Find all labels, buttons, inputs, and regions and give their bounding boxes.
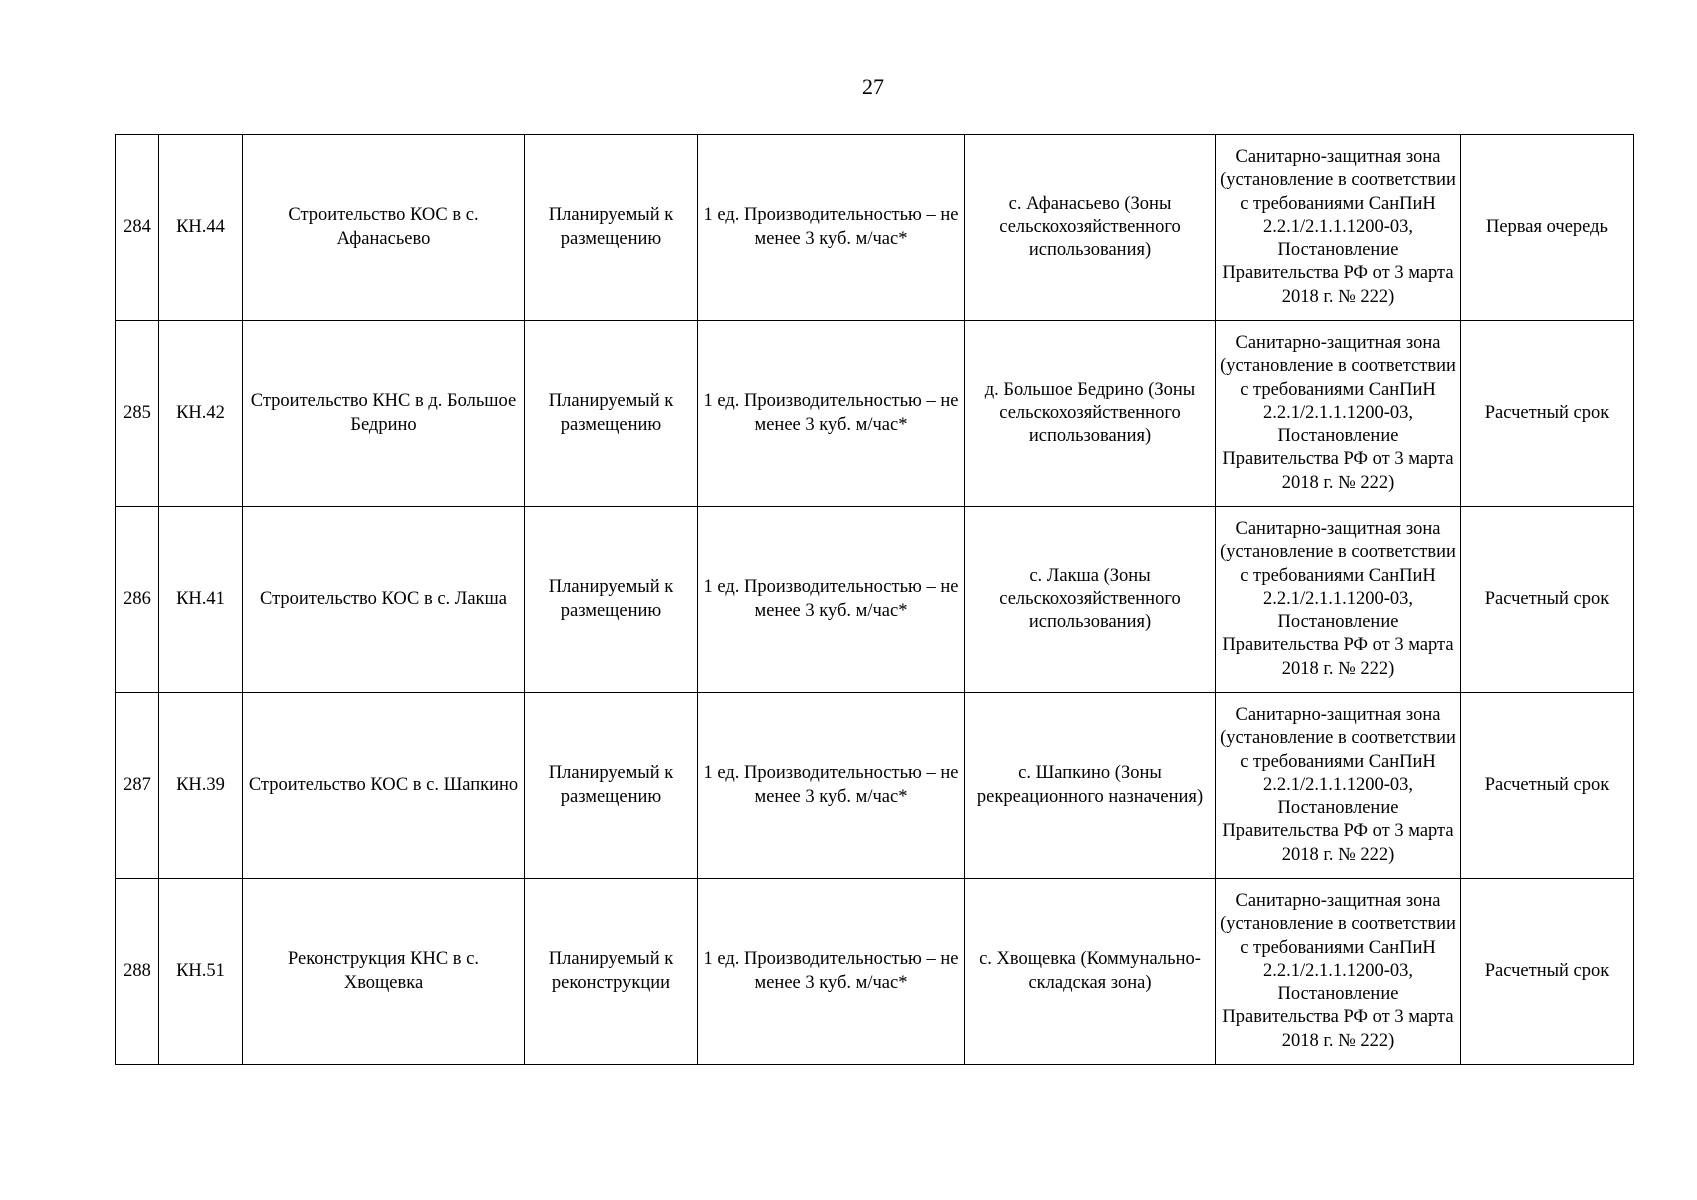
row-number: 287 [116,693,159,879]
objects-table [115,134,1634,1065]
object-term: Расчетный срок [1461,879,1634,1065]
table-row [116,693,1634,879]
object-capacity: 1 ед. Производительностью – не менее 3 куб. м/час* [698,135,965,321]
object-zone: Санитарно-защитная зона (установление в соответствии с требованиями СанПиН 2.2.1/2.1.1.1200-03, Постановление Правительства РФ от 3 марта 2018 г. № 222) [1216,135,1461,321]
object-code: КН.42 [159,321,243,507]
object-status: Планируемый к размещению [525,135,698,321]
object-name: Строительство КОС в с. Шапкино [243,693,525,879]
object-zone: Санитарно-защитная зона (установление в соответствии с требованиями СанПиН 2.2.1/2.1.1.1200-03, Постановление Правительства РФ от 3 марта 2018 г. № 222) [1216,879,1461,1065]
object-status: Планируемый к размещению [525,321,698,507]
object-location: с. Афанасьево (Зоны сельскохозяйственного использования) [965,135,1216,321]
object-capacity: 1 ед. Производительностью – не менее 3 куб. м/час* [698,879,965,1065]
object-location: с. Хвощевка (Коммунально-складская зона) [965,879,1216,1065]
object-location: д. Большое Бедрино (Зоны сельскохозяйственного использования) [965,321,1216,507]
object-term: Расчетный срок [1461,507,1634,693]
object-name: Реконструкция КНС в с. Хвощевка [243,879,525,1065]
object-term: Расчетный срок [1461,693,1634,879]
object-code: КН.44 [159,135,243,321]
object-capacity: 1 ед. Производительностью – не менее 3 куб. м/час* [698,507,965,693]
object-name: Строительство КОС в с. Афанасьево [243,135,525,321]
object-zone: Санитарно-защитная зона (установление в соответствии с требованиями СанПиН 2.2.1/2.1.1.1200-03, Постановление Правительства РФ от 3 марта 2018 г. № 222) [1216,321,1461,507]
row-number: 286 [116,507,159,693]
object-location: с. Лакша (Зоны сельскохозяйственного использования) [965,507,1216,693]
table-row [116,135,1634,321]
object-code: КН.39 [159,693,243,879]
table-row [116,321,1634,507]
page-number: 27 [862,74,884,99]
object-status: Планируемый к реконструкции [525,879,698,1065]
row-number: 284 [116,135,159,321]
object-capacity: 1 ед. Производительностью – не менее 3 куб. м/час* [698,321,965,507]
object-term: Первая очередь [1461,135,1634,321]
object-zone: Санитарно-защитная зона (установление в соответствии с требованиями СанПиН 2.2.1/2.1.1.1200-03, Постановление Правительства РФ от 3 марта 2018 г. № 222) [1216,507,1461,693]
object-code: КН.51 [159,879,243,1065]
object-location: с. Шапкино (Зоны рекреационного назначения) [965,693,1216,879]
object-zone: Санитарно-защитная зона (установление в соответствии с требованиями СанПиН 2.2.1/2.1.1.1200-03, Постановление Правительства РФ от 3 марта 2018 г. № 222) [1216,693,1461,879]
object-code: КН.41 [159,507,243,693]
table-row [116,507,1634,693]
object-term: Расчетный срок [1461,321,1634,507]
row-number: 288 [116,879,159,1065]
object-name: Строительство КНС в д. Большое Бедрино [243,321,525,507]
row-number: 285 [116,321,159,507]
object-name: Строительство КОС в с. Лакша [243,507,525,693]
object-status: Планируемый к размещению [525,693,698,879]
object-status: Планируемый к размещению [525,507,698,693]
table-row [116,879,1634,1065]
object-capacity: 1 ед. Производительностью – не менее 3 куб. м/час* [698,693,965,879]
